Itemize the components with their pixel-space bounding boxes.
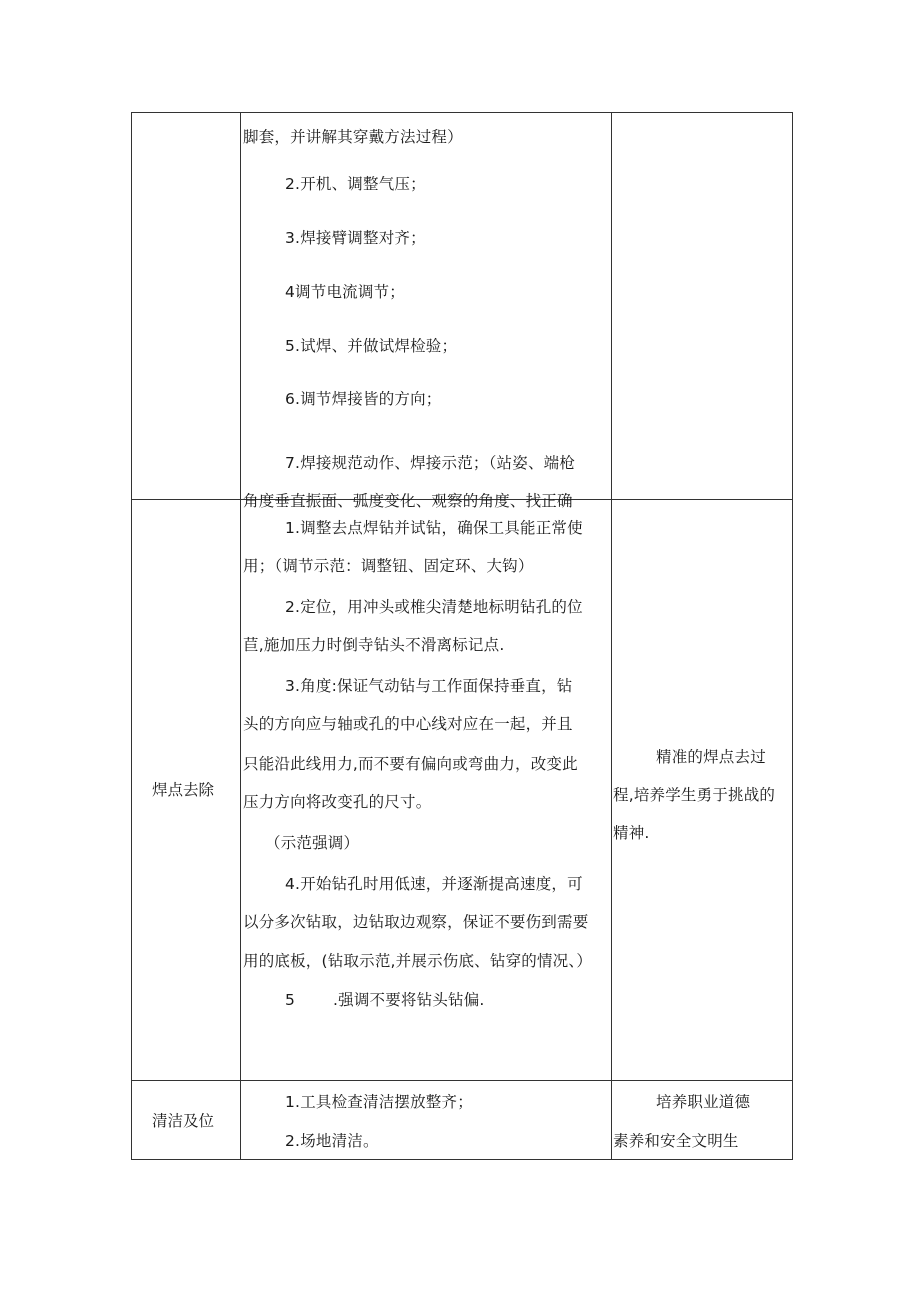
content-line: 6.调节焊接皆的方向； — [285, 390, 442, 408]
content-line: 5.试焊、并做试焊检验； — [285, 337, 458, 355]
row-label: 清洁及位 — [152, 1112, 215, 1130]
row-3-note-cell — [612, 1081, 792, 1159]
content-line: 3.角度:保证气动钻与工作面保持垂直，钻 — [285, 677, 573, 695]
content-line: 以分多次钻取，边钻取边观察，保证不要伤到需要 — [243, 913, 589, 931]
content-line: 2.定位，用冲头或椎尖清楚地标明钻孔的位 — [285, 598, 583, 616]
content-line: 2.场地清洁。 — [285, 1132, 379, 1150]
lesson-table — [131, 112, 793, 1160]
table-border-left — [131, 112, 132, 1160]
content-line: 3.焊接臂调整对齐； — [285, 229, 426, 247]
content-line: （示范强调） — [265, 834, 360, 852]
content-line: 1.调整去点焊钻并试钻，确保工具能正常使 — [285, 519, 583, 537]
row-1-content-cell — [241, 113, 611, 510]
row-2-content-cell — [241, 500, 611, 1080]
content-line: 角度垂直振面、弧度变化、观察的角度、找正确 — [243, 492, 573, 510]
table-border-bottom — [131, 1159, 793, 1160]
content-line: 只能沿此线用力,而不要有偏向或弯曲力，改变此 — [243, 755, 578, 773]
content-line: 头的方向应与轴或孔的中心线对应在一起，并且 — [243, 715, 573, 733]
content-line: 1.工具检查清洁摆放整齐； — [285, 1093, 473, 1111]
row-label: 焊点去除 — [152, 781, 215, 799]
content-line: 脚套，并讲解其穿戴方法过程） — [243, 128, 463, 146]
table-border-right — [792, 112, 793, 1160]
content-line: .强调不要将钻头钻偏. — [333, 991, 485, 1009]
content-line: 4.开始钻孔时用低速，并逐渐提高速度，可 — [285, 875, 583, 893]
content-line: 5 — [285, 991, 296, 1009]
row-3-content-cell — [241, 1081, 611, 1159]
content-line: 苣,施加压力时倒寺钻头不滑离标记点. — [243, 636, 505, 654]
row-2-note-cell — [612, 500, 792, 1080]
content-line: 7.焊接规范动作、焊接示范；（站姿、端枪 — [285, 454, 576, 472]
note-line: 程,培养学生勇于挑战的 — [613, 786, 776, 804]
note-line: 培养职业道德 — [656, 1093, 751, 1111]
content-line: 4调节电流调节； — [285, 283, 405, 301]
note-line: 精神. — [613, 824, 650, 842]
content-line: 用的底板，(钻取示范,并展示伤底、钻穿的情况、） — [243, 952, 593, 970]
content-line: 2.开机、调整气压； — [285, 175, 426, 193]
content-line: 压力方向将改变孔的尺寸。 — [243, 793, 432, 811]
note-line: 精准的焊点去过 — [656, 748, 766, 766]
content-line: 用；（调节示范：调整钮、固定环、大钩） — [243, 557, 534, 575]
note-line: 素养和安全文明生 — [613, 1132, 739, 1150]
